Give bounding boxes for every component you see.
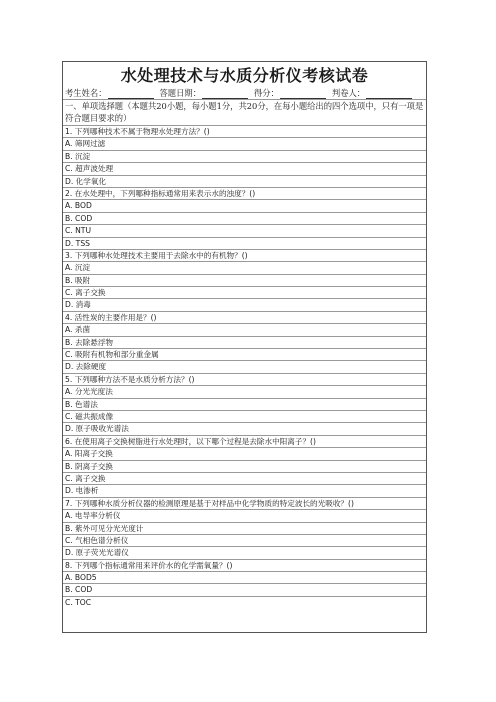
answer-option[interactable]: B. 沉淀 bbox=[63, 151, 426, 163]
candidate-name-label: 考生姓名： bbox=[65, 88, 107, 98]
answer-option[interactable]: A. BOD5 bbox=[63, 572, 426, 584]
answer-option[interactable]: C. 磁共振成像 bbox=[63, 411, 426, 423]
score-blank[interactable] bbox=[280, 89, 326, 99]
exam-info-line bbox=[63, 87, 426, 100]
exam-sheet bbox=[62, 61, 427, 633]
answer-option[interactable]: C. 气相色谱分析仪 bbox=[63, 535, 426, 547]
answer-option[interactable]: B. COD bbox=[63, 584, 426, 596]
answer-option[interactable]: C. NTU bbox=[63, 225, 426, 237]
answer-option[interactable]: A. 电导率分析仪 bbox=[63, 510, 426, 522]
answer-option[interactable]: C. 吸附有机物和部分重金属 bbox=[63, 349, 426, 361]
exam-date-blank[interactable] bbox=[202, 89, 248, 99]
answer-option[interactable]: D. 去除硬度 bbox=[63, 361, 426, 373]
question-stem: 8. 下列哪个指标通常用来评价水的化学需氧量？() bbox=[63, 560, 426, 572]
question-list bbox=[63, 126, 426, 608]
grader-blank[interactable] bbox=[366, 89, 412, 99]
answer-option[interactable]: A. 分光光度法 bbox=[63, 386, 426, 398]
answer-option[interactable]: B. COD bbox=[63, 213, 426, 225]
question-stem: 1. 下列哪种技术不属于物理水处理方法？() bbox=[63, 126, 426, 138]
answer-option[interactable]: B. 色谱法 bbox=[63, 399, 426, 411]
question-stem: 2. 在水处理中，下列哪种指标通常用来表示水的浊度？() bbox=[63, 188, 426, 200]
score-label: 得分： bbox=[254, 88, 279, 98]
answer-option[interactable]: A. BOD bbox=[63, 200, 426, 212]
question-stem: 3. 下列哪种水处理技术主要用于去除水中的有机物？() bbox=[63, 250, 426, 262]
question-stem: 4. 活性炭的主要作用是？() bbox=[63, 312, 426, 324]
answer-option[interactable]: B. 吸附 bbox=[63, 275, 426, 287]
answer-option[interactable]: D. 原子荧光光谱仪 bbox=[63, 547, 426, 559]
answer-option[interactable]: C. 离子交换 bbox=[63, 287, 426, 299]
grader-label: 判卷人： bbox=[331, 88, 366, 98]
answer-option[interactable]: A. 筛网过滤 bbox=[63, 138, 426, 150]
section-heading: 一、单项选择题（本题共20小题，每小题1分，共20分，在每小题给出的四个选项中，只有一项是符合题目要求的） bbox=[63, 100, 426, 126]
answer-option[interactable]: C. TOC bbox=[65, 597, 92, 607]
answer-option[interactable]: A. 阳离子交换 bbox=[63, 448, 426, 460]
answer-option[interactable]: D. 电渗析 bbox=[63, 485, 426, 497]
answer-option[interactable]: D. TSS bbox=[63, 238, 426, 250]
question-stem: 7. 下列哪种水质分析仪器的检测原理是基于对样品中化学物质的特定波长的光吸收？() bbox=[63, 498, 426, 510]
question-stem: 5. 下列哪种方法不是水质分析方法？() bbox=[63, 374, 426, 386]
answer-option[interactable]: D. 化学氧化 bbox=[63, 176, 426, 188]
answer-option[interactable]: B. 紫外可见分光光度计 bbox=[63, 523, 426, 535]
answer-option[interactable]: D. 消毒 bbox=[63, 299, 426, 311]
answer-option[interactable]: C. 超声波处理 bbox=[63, 163, 426, 175]
answer-option[interactable]: A. 杀菌 bbox=[63, 324, 426, 336]
answer-option[interactable]: A. 沉淀 bbox=[63, 262, 426, 274]
answer-option[interactable]: D. 原子吸收光谱法 bbox=[63, 423, 426, 435]
answer-option[interactable]: B. 阴离子交换 bbox=[63, 461, 426, 473]
exam-date-label: 答题日期： bbox=[159, 88, 201, 98]
question-stem: 6. 在使用离子交换树脂进行水处理时，以下哪个过程是去除水中阳离子？() bbox=[63, 436, 426, 448]
candidate-name-blank[interactable] bbox=[108, 89, 154, 99]
answer-option[interactable]: C. 离子交换 bbox=[63, 473, 426, 485]
page-title: 水处理技术与水质分析仪考核试卷 bbox=[120, 66, 369, 85]
answer-option[interactable]: B. 去除悬浮物 bbox=[63, 337, 426, 349]
